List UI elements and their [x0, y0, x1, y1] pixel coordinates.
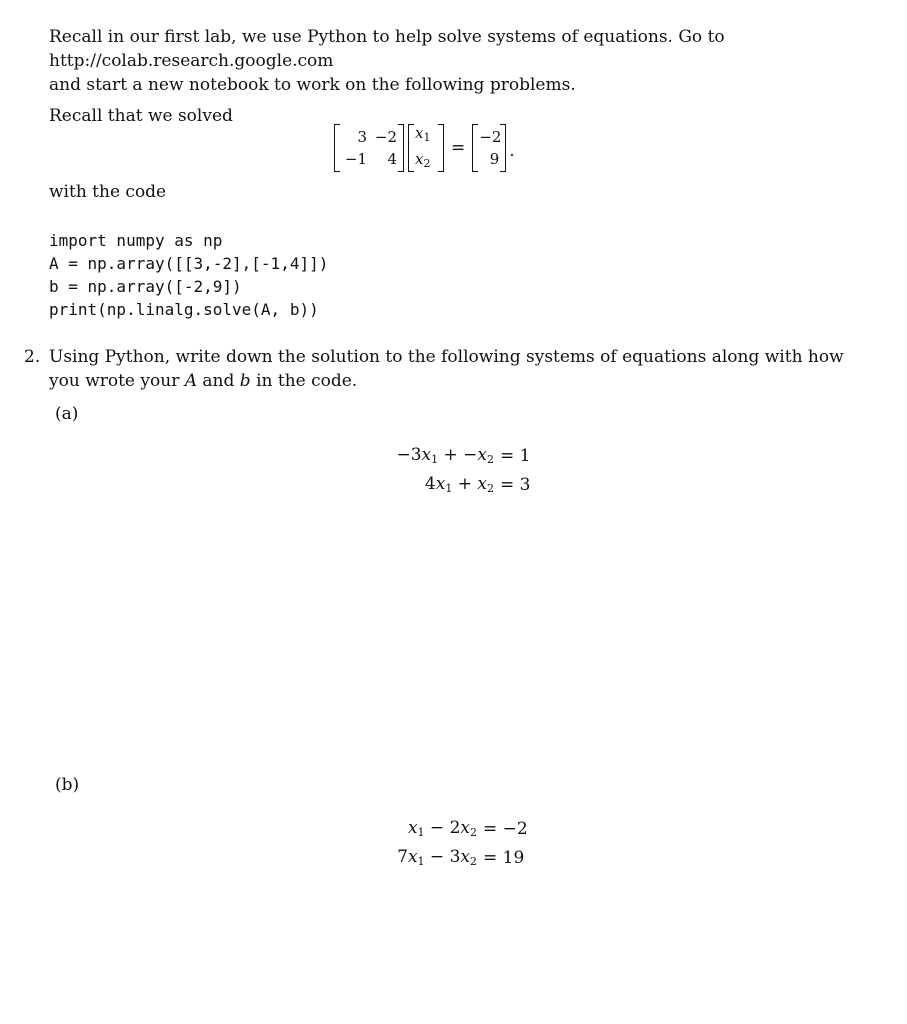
equation-lhs: $7x_1 - 3x_2$: [397, 847, 477, 868]
intro-line-1: Recall in our first lab, we use Python to help solve systems of equations. Go to: [49, 27, 725, 47]
with-code-text: with the code: [49, 182, 167, 202]
equation-lhs: $x_1 - 2x_2$: [407, 818, 477, 839]
vector-b-entry: −2: [479, 127, 502, 146]
matrix-A: [334, 124, 404, 172]
vector-x: [408, 124, 444, 172]
problem-text-line-2: [49, 371, 357, 391]
period: .: [509, 141, 515, 161]
variable-A: A: [184, 371, 197, 391]
equation-rhs: = 3: [500, 474, 531, 495]
vector-x-entry: $x_1$: [415, 123, 431, 144]
matrix-A-cell: 3: [357, 127, 367, 146]
code-line: A = np.array([[3,-2],[-1,4]]): [49, 254, 329, 273]
text-segment: in the code.: [250, 371, 358, 391]
vector-b-entry: 9: [489, 149, 500, 168]
equation-rhs: = 19: [483, 847, 525, 868]
equation-system-a: [393, 441, 530, 499]
part-b-label: (b): [55, 775, 80, 795]
code-line: b = np.array([-2,9]): [49, 277, 242, 296]
matrix-A-cell: −2: [374, 127, 397, 146]
part-a-label: (a): [55, 404, 79, 424]
code-line: import numpy as np: [49, 231, 223, 250]
matrix-A-cell: 4: [387, 149, 397, 168]
variable-b: b: [239, 371, 251, 391]
problem-text-line-1: Using Python, write down the solution to the following systems of equations along with how: [49, 347, 844, 367]
equation-rhs: = 1: [500, 445, 531, 466]
colab-url[interactable]: http://colab.research.google.com: [49, 51, 334, 71]
matrix-A-cell: −1: [344, 149, 367, 168]
equation-lhs: $4x_1 + x_2$: [424, 474, 494, 495]
text-segment: you wrote your: [49, 371, 185, 391]
problem-number: 2.: [24, 347, 41, 367]
matrix-equation: [334, 123, 515, 173]
vector-x-entry: $x_2$: [415, 149, 431, 170]
intro-line-3: and start a new notebook to work on the following problems.: [49, 75, 576, 95]
equation-lhs: $-3x_1 + -x_2$: [396, 445, 494, 466]
equation-system-b: [397, 814, 528, 872]
code-line: print(np.linalg.solve(A, b)): [49, 300, 319, 319]
equation-rhs: = −2: [483, 818, 528, 839]
equals-sign: =: [451, 138, 466, 158]
text-segment: and: [197, 371, 240, 391]
vector-b: [472, 124, 506, 172]
recall-text: Recall that we solved: [49, 106, 233, 126]
